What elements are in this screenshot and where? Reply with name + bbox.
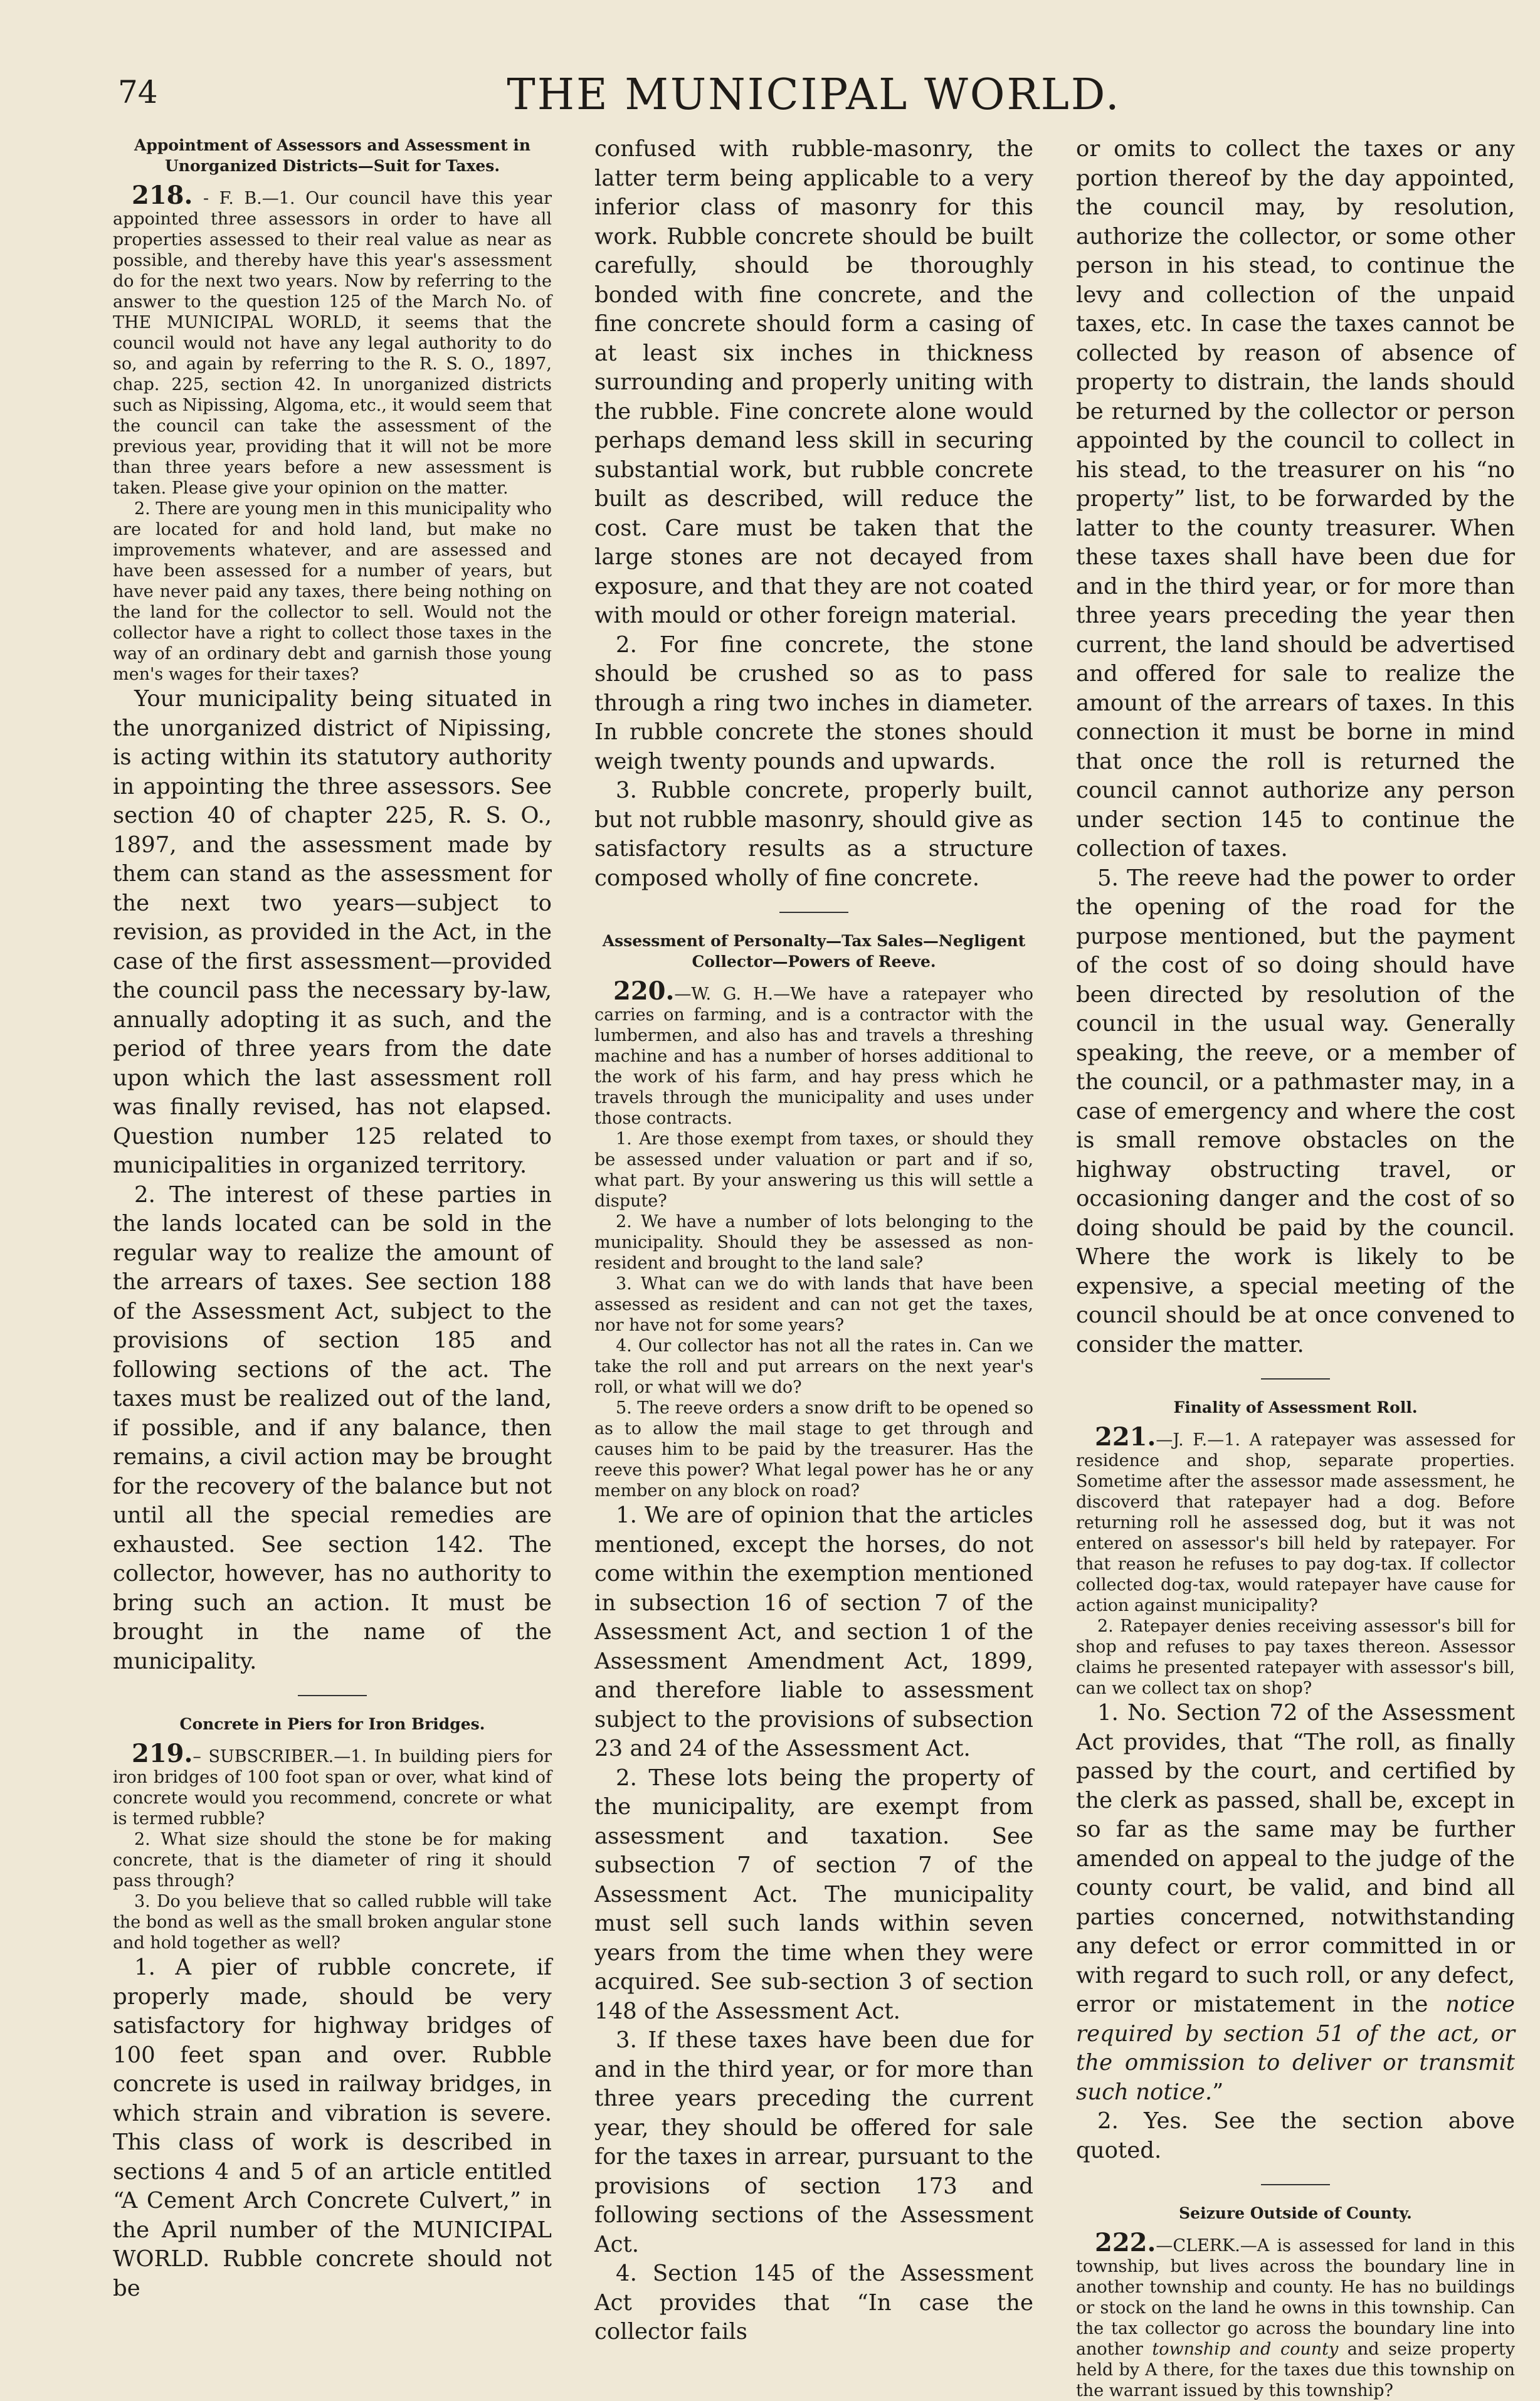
- question-221-heading: Finality of Assessment Roll.: [1173, 1398, 1418, 1417]
- question-number-218: 218.: [132, 181, 193, 210]
- column-middle: [594, 135, 1033, 2401]
- page-number: 74: [118, 74, 158, 110]
- question-221-part-1: [1076, 1422, 1515, 1616]
- question-220-part-3: 3. What can we do with lands that have been assessed as resident and can not get the taxes, nor have not for some years?: [594, 1274, 1033, 1335]
- column-left: [113, 135, 552, 2401]
- question-219-heading: Concrete in Piers for Iron Bridges.: [179, 1715, 485, 1733]
- question-222: [1076, 2228, 1516, 2401]
- question-220-intro: [594, 976, 1033, 1129]
- question-222-text-a: —CLERK.—A is assessed for land in this township, but lives across the boundary line in another township and county. He has no buildings or stock on the land he owns in this township. Can the tax collector go across the boundary line into another: [1076, 2236, 1515, 2359]
- section-divider: [1261, 1378, 1330, 1380]
- section-divider: [298, 1695, 367, 1696]
- answer-219-part-1: 1. A pier of rubble concrete, if properly made, should be very satisfactory for highway bridges of 100 feet span and over. Rubble concrete is used in railway bridges, in which strain and vibration is severe. This class of work is described in sections 4 and 5 of an article entitled “A Cement Arch Concrete Culvert,” in the April number of the MUNICIPAL WORLD. Rubble concrete should not be: [113, 1955, 552, 2301]
- answer-220-part-1: 1. We are of opinion that the articles mentioned, except the horses, do not come within the exemption mentioned in subsection 16 of section 7 of the Assessment Act, and section 1 of the Assessment Amendment Act, 1899, and therefore liable to assessment subject to the provisions of subsection 23 and 24 of the Assessment Act.: [594, 1502, 1033, 1761]
- section-divider: [779, 912, 848, 913]
- answer-220-part-2: 2. These lots being the property of the municipality, are exempt from assessment and taxation. See subsection 7 of section 7 of the Assessment Act. The municipality must sell such lands within seven years from the time when they were acquired. See sub-section 3 of section 148 of the Assessment Act.: [594, 1765, 1033, 2024]
- answer-221-part-2: 2. Yes. See the section above quoted.: [1076, 2108, 1515, 2163]
- question-number-222: 222.: [1095, 2228, 1156, 2257]
- question-220-part-4: 4. Our collector has not all the rates in. Can we take the roll and put arrears on the next year's roll, or what will we do?: [594, 1336, 1033, 1397]
- answer-220-part-5: 5. The reeve had the power to order the opening of the road for the purpose mentioned, but the payment of the cost of so doing should have been directed by resolution of the council in the usual way. Generally speaking, the reeve, or a member of the council, or a pathmaster may, in a case of emergency and where the cost is small remove obstacles on the highway obstructing travel, or occasioning danger and the cost of so doing should be paid by the council. Where the work is likely to be expensive, a special meeting of the council should be at once convened to consider the matter.: [1076, 865, 1515, 1358]
- question-number-220: 220.: [613, 976, 675, 1006]
- answer-221-italic-quote: notice required by section 51 of the act, or the ommission to deliver or transmit such notice.: [1076, 1992, 1515, 2105]
- question-220-heading: Assessment of Personalty—Tax Sales—Negligent Collector—Powers of Reeve.: [602, 932, 1026, 971]
- answer-221-text: 1. No. Section 72 of the Assessment Act provides, that “The roll, as finally passed by the court, and certified by the clerk as passed, shall be, except in so far as the same may be further amended on appeal to the judge of the county court, be valid, and bind all parties concerned, notwithstanding any defect or error committed in or with regard to such roll, or any defect, error or mistatement in the: [1076, 1700, 1515, 2017]
- answer-220-part-4-continued: or omits to collect the taxes or any portion thereof by the day appointed, the council may, by resolution, authorize the collector, or some other person in his stead, to continue the levy and collection of the unpaid taxes, etc. In case the taxes cannot be collected by reason of absence of property to distrain, the lands should be returned by the collector or person appointed by the council to collect in his stead, to the treasurer on his “no property” list, to be forwarded by the latter to the county treasurer. When these taxes shall have been due for and in the third year, or for more than three years preceding the year then current, the land should be advertised and offered for sale to realize the amount of the arrears of taxes. In this connection it must be borne in mind that once the roll is returned the council cannot authorize any person under section 145 to continue the collection of taxes.: [1076, 136, 1515, 862]
- answer-221-part-1: [1076, 1699, 1515, 2107]
- question-218-part-2: 2. There are young men in this municipality who are located for and hold land, but make no improvements whatever, and are assessed and have been assessed for a number of years, but have never paid any taxes, there being nothing on the land for the collector to sell. Would not the collector have a right to collect those taxes in the way of an ordinary debt and garnish those young men's wages for their taxes?: [113, 499, 552, 684]
- question-222-heading: Seizure Outside of County.: [1179, 2204, 1412, 2222]
- question-221-text: —J. F.—1. A ratepayer was assessed for residence and shop, separate properties. Sometime after the assessor made assessment, he discoverd that ratepayer had a dog. Before returning roll he assessed dog, but it was not entered on assessor's bill held by ratepayer. For that reason he refuses to pay dog-tax. If collector collected dog-tax, would ratepayer have cause for action against municipality?: [1076, 1430, 1515, 1615]
- question-219-text: – SUBSCRIBER.—1. In building piers for iron bridges of 100 foot span or over, what kind of concrete would you recommend, concrete or what is termed rubble?: [113, 1747, 552, 1828]
- answer-219-part-3: 3. Rubble concrete, properly built, but not rubble masonry, should give as satisfactory results as a structure composed wholly of fine concrete.: [594, 778, 1033, 891]
- section-divider: [1261, 2184, 1330, 2185]
- question-number-219: 219.: [132, 1739, 193, 1768]
- question-218-text: - F. B.—1. Our council have this year appointed three assessors in order to have all properties assessed to their real value as near as possible, and thereby have this year's assessment do for the next two years. Now by referring to the answer to the question 125 of the March No. of THE MUNICIPAL WORLD, it seems that the council would not have any legal authority to do so, and again by referring to the R. S. O., 1897, chap. 225, section 42. In unorganized districts such as Nipissing, Algoma, etc., it would seem that the council can take the assessment of the previous year, providing that it will not be more than three years before a new assessment is taken. Please give your opinion on the matter.: [113, 189, 552, 498]
- closing-quote: ”: [1212, 2079, 1224, 2105]
- question-220-part-2: 2. We have a number of lots belonging to the municipality. Should they be assessed as non-resident and brought to the land sale?: [594, 1212, 1033, 1273]
- question-220-part-5: 5. The reeve orders a snow drift to be opened so as to allow the mail stage to get through and causes him to be paid by the treasurer. Has the reeve this power? What legal power has he or any member on any block on road?: [594, 1398, 1033, 1501]
- question-number-221: 221.: [1095, 1422, 1156, 1452]
- answer-219-part-2: 2. For fine concrete, the stone should be crushed so as to pass through a ring two inches in diameter. In rubble concrete the stones should weigh twenty pounds and upwards.: [594, 631, 1033, 774]
- answer-218-part-2: 2. The interest of these parties in the lands located can be sold in the regular way to realize the amount of the arrears of taxes. See section 188 of the Assessment Act, subject to the provisions of section 185 and following sections of the act. The taxes must be realized out of the land, if possible, and if any balance, then remains, a civil action may be brought for the recovery of the balance but not until all the special remedies are exhausted. See section 142. The collector, however, has no authority to bring such an action. It must be brought in the name of the municipality.: [113, 1181, 552, 1674]
- answer-218-part-1: Your municipality being situated in the unorganized district of Nipissing, is acting within its statutory authority in appointing the three assessors. See section 40 of chapter 225, R. S. O., 1897, and the assessment made by them can stand as the assessment for the next two years—subject to revision, as provided in the Act, in the case of the first assessment—provided the council pass the necessary by-law, annually adopting it as such, and the period of three years from the date upon which the last assessment roll was finally revised, has not elapsed. Question number 125 related to municipalities in organized territory.: [113, 686, 552, 1178]
- question-220-part-1: 1. Are those exempt from taxes, or should they be assessed under valuation or part and if so, what part. By your answering us this will settle a dispute?: [594, 1129, 1033, 1211]
- question-218-heading: Appointment of Assessors and Assessment in Unorganized Districts—Suit for Taxes.: [134, 136, 531, 175]
- question-221-part-2: 2. Ratepayer denies receiving assessor's bill for shop and refuses to pay taxes thereon. Assessor claims he presented ratepayer with assessor's bill, can we collect tax on shop?: [1076, 1617, 1515, 1698]
- question-219-part-3: 3. Do you believe that so called rubble will take the bond as well as the small broken angular stone and hold together as well?: [113, 1892, 552, 1953]
- column-right: [1076, 135, 1515, 2401]
- answer-219-part-1-continued: confused with rubble-masonry, the latter term being applicable to a very inferior class of masonry for this work. Rubble concrete should be built carefully, should be thoroughly bonded with fine concrete, and the fine concrete should form a casing of at least six inches in thickness surrounding and properly uniting with the rubble. Fine concrete alone would perhaps demand less skill in securing substantial work, but rubble concrete built as described, will reduce the cost. Care must be taken that the large stones are not decayed from exposure, and that they are not coated with mould or other foreign material.: [594, 136, 1033, 628]
- article-columns: [113, 135, 1515, 2401]
- question-222-text-b: and seize property held by A there, for the taxes due this township on the warrant issued by this township?: [1076, 2340, 1516, 2400]
- question-219-part-1: [113, 1739, 552, 1829]
- page-header: [113, 0, 1515, 135]
- question-220-text: —W. G. H.—We have a ratepayer who carries on farming, and is a contractor with the lumbermen, and also has and travels a threshing machine and has a number of horses additional to the work of his farm, and hay press which he travels through the municipality and uses under those contracts.: [594, 984, 1033, 1128]
- question-219-part-2: 2. What size should the stone be for making concrete, that is the diameter of ring it should pass through?: [113, 1830, 552, 1891]
- question-222-italic: township and county: [1152, 2340, 1339, 2359]
- masthead-title: THE MUNICIPAL WORLD.: [507, 70, 1121, 120]
- answer-220-part-4: 4. Section 145 of the Assessment Act provides that “In case the collector fails: [594, 2261, 1033, 2345]
- question-218-part-1: [113, 181, 552, 499]
- answer-220-part-3: 3. If these taxes have been due for and in the third year, or for more than three years preceding the current year, they should be offered for sale for the taxes in arrear, pursuant to the provisions of section 173 and following sections of the Assessment Act.: [594, 2027, 1033, 2257]
